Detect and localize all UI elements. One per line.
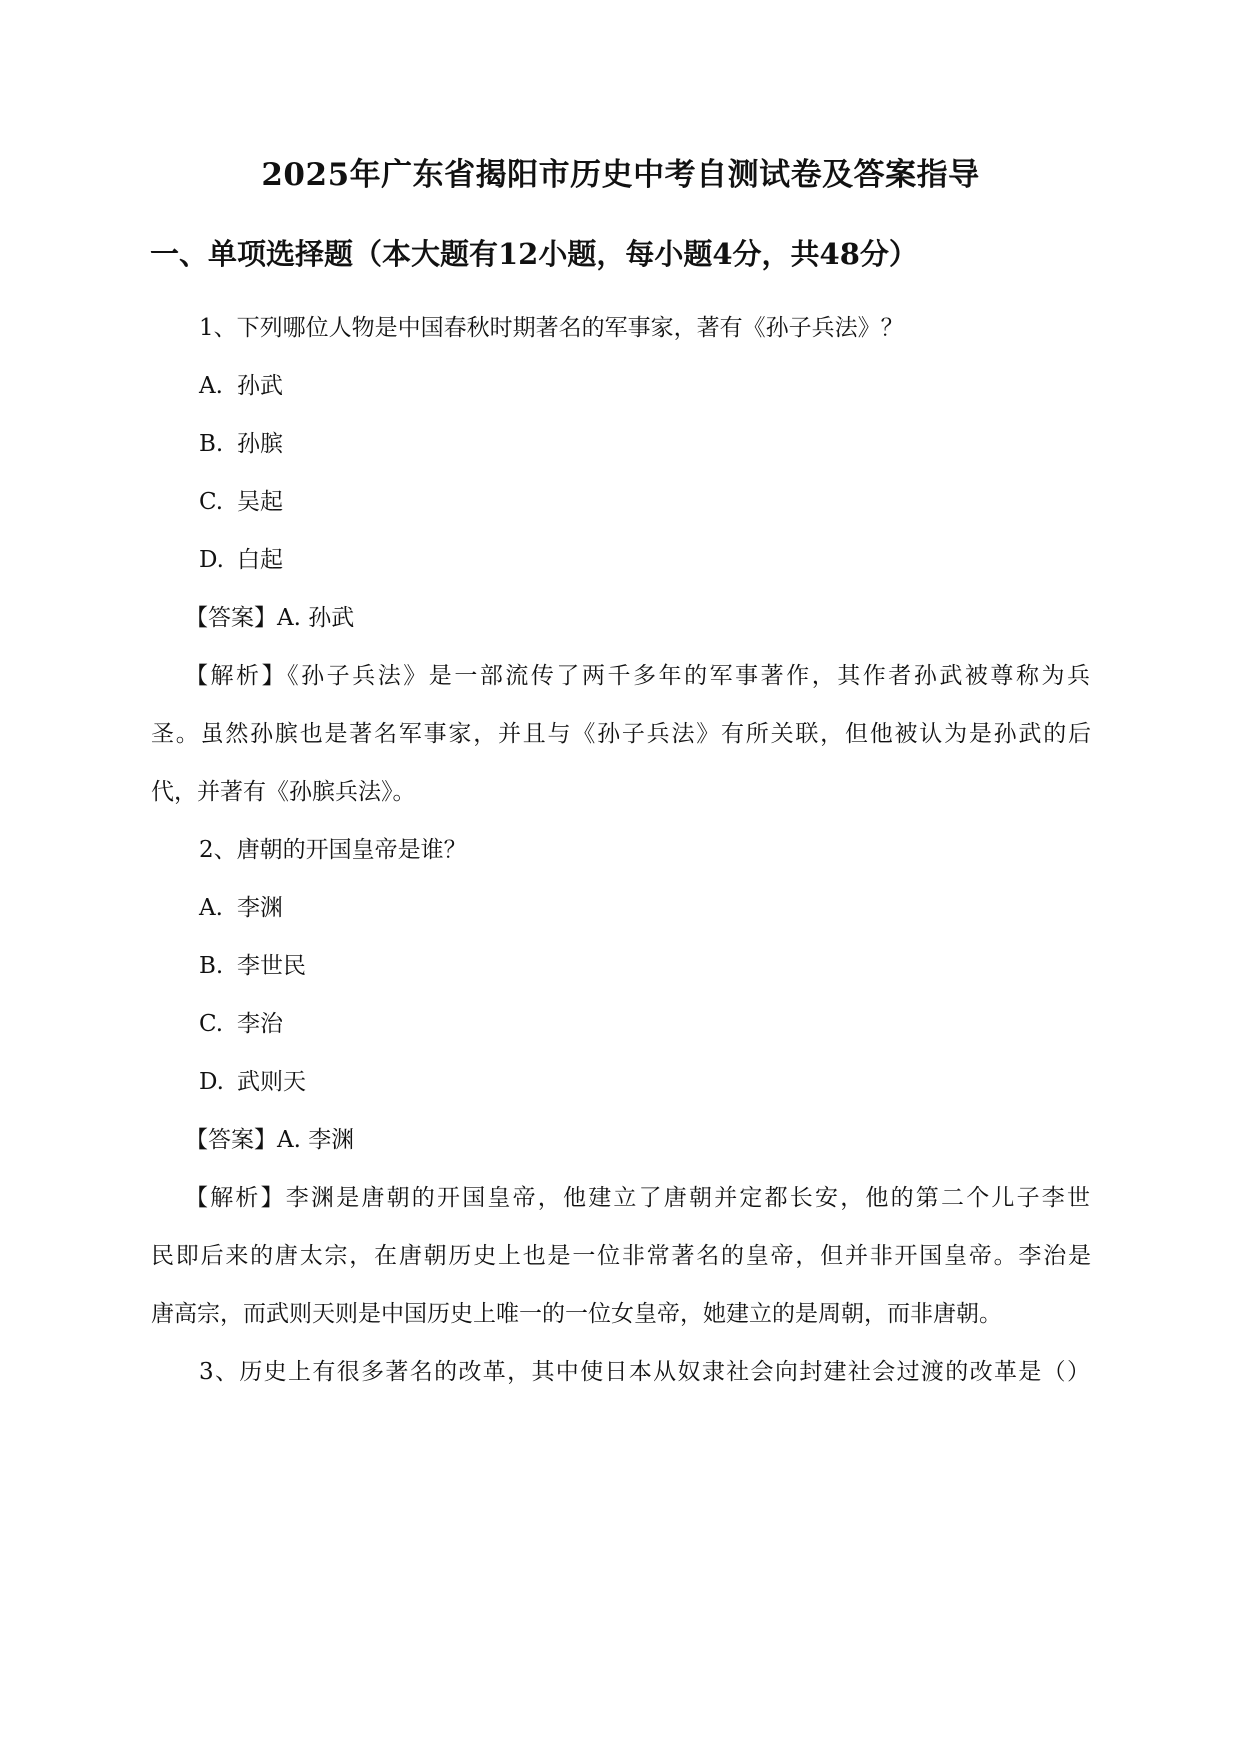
option-text: 孙武 — [237, 373, 283, 399]
option-text: 李治 — [237, 1011, 283, 1037]
question-2-analysis-line-3: 唐高宗，而武则天则是中国历史上唯一的一位女皇帝，她建立的是周朝，而非唐朝。 — [151, 1301, 1002, 1327]
question-2-option-b — [199, 950, 306, 982]
option-text: 武则天 — [237, 1069, 306, 1095]
option-letter: A. — [199, 895, 223, 921]
document-title: 2025年广东省揭阳市历史中考自测试卷及答案指导 — [261, 157, 980, 193]
question-2-option-d — [199, 1066, 306, 1098]
question-1-analysis-line-3: 代，并著有《孙膑兵法》。 — [151, 779, 416, 805]
question-1-option-d — [199, 544, 283, 576]
question-2-answer: 【答案】A. 李渊 — [185, 1127, 355, 1153]
section-heading: 一、单项选择题（本大题有12小题，每小题4分，共48分） — [150, 237, 918, 271]
question-1-analysis-line-2: 圣。虽然孙膑也是著名军事家，并且与《孙子兵法》有所关联，但他被认为是孙武的后 — [151, 721, 1091, 747]
question-2-stem: 2、唐朝的开国皇帝是谁？ — [199, 837, 467, 863]
option-text: 孙膑 — [237, 431, 283, 457]
option-letter: A. — [199, 373, 223, 399]
question-1-stem: 1、下列哪位人物是中国春秋时期著名的军事家，著有《孙子兵法》？ — [199, 315, 904, 341]
option-letter: C. — [199, 489, 224, 515]
option-text: 李世民 — [237, 953, 306, 979]
question-3-stem: 3、历史上有很多著名的改革，其中使日本从奴隶社会向封建社会过渡的改革是（） — [199, 1359, 1090, 1385]
question-1-option-a — [199, 370, 283, 402]
option-text: 白起 — [237, 547, 283, 573]
option-letter: C. — [199, 1011, 224, 1037]
option-letter: B. — [199, 953, 224, 979]
question-2-analysis-line-2: 民即后来的唐太宗，在唐朝历史上也是一位非常著名的皇帝，但并非开国皇帝。李治是 — [151, 1243, 1091, 1269]
option-text: 李渊 — [237, 895, 283, 921]
option-letter: D. — [199, 547, 224, 573]
question-1-analysis-line-1: 【解析】《孙子兵法》是一部流传了两千多年的军事著作，其作者孙武被尊称为兵 — [185, 663, 1090, 689]
question-2-analysis-line-1: 【解析】李渊是唐朝的开国皇帝，他建立了唐朝并定都长安，他的第二个儿子李世 — [185, 1185, 1090, 1211]
question-1-option-c — [199, 486, 283, 518]
option-letter: D. — [199, 1069, 224, 1095]
option-letter: B. — [199, 431, 224, 457]
option-text: 吴起 — [237, 489, 283, 515]
question-1-answer: 【答案】A. 孙武 — [185, 605, 355, 631]
question-1-option-b — [199, 428, 283, 460]
question-2-option-c — [199, 1008, 283, 1040]
question-2-option-a — [199, 892, 283, 924]
